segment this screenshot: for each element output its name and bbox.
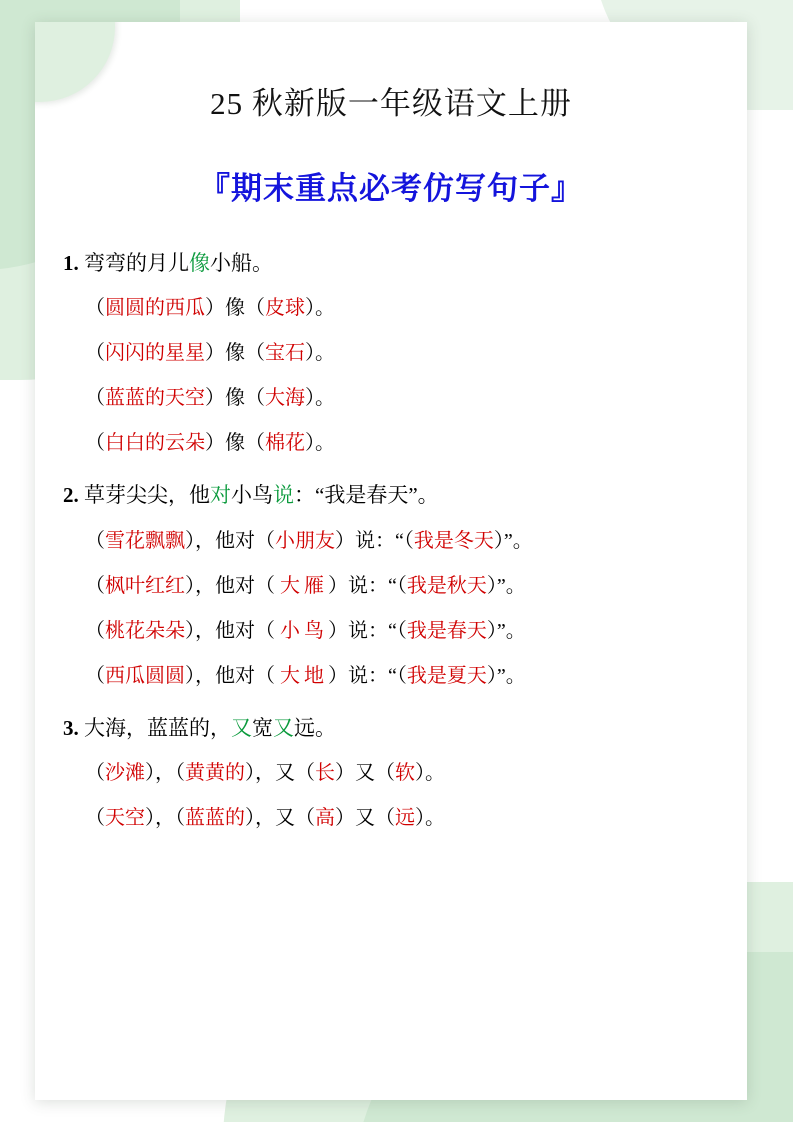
answer-2-3: （桃花朵朵），他对（ 小鸟）说：“（我是春天）”。 (85, 619, 526, 642)
page-title: 25 秋新版一年级语文上册 (210, 86, 572, 121)
answer-1-2-p1: （ (85, 342, 105, 365)
question-2-mid: 小鸟 (231, 483, 273, 508)
answer-1-1-p3: ）。 (305, 297, 335, 320)
answer-2-1-who: 小朋友 (275, 529, 335, 552)
answer-3-1: （沙滩），（黄黄的），又（长）又（软）。 (85, 762, 445, 785)
answer-1-2-a1: 闪闪的星星 (105, 342, 205, 365)
answer-2-1-what: 我是冬天 (413, 529, 494, 552)
answer-1-1-a1: 圆圆的西瓜 (105, 297, 205, 320)
answer-1-4-a2: 棉花 (265, 432, 305, 455)
document-content (35, 22, 747, 1100)
answer-2-3-who: 小鸟 (280, 619, 328, 642)
question-2-keyword-2: 说 (273, 483, 294, 508)
question-1-post: 小船。 (210, 251, 273, 275)
answer-2-4: （西瓜圆圆），他对（ 大地）说：“（我是夏天）”。 (85, 664, 526, 687)
question-2 (63, 480, 723, 510)
question-1-number: 1. (63, 251, 79, 275)
answer-2-3-what: 我是春天 (406, 619, 487, 642)
answer-2-2-a1: 枫叶红红 (105, 574, 185, 597)
question-3-number: 3. (63, 715, 79, 740)
answer-2-3-a1: 桃花朵朵 (105, 619, 185, 642)
answer-1-3-p1: （ (85, 387, 105, 410)
answer-1-3-p3: ）。 (305, 387, 335, 410)
answer-2-1: （雪花飘飘），他对（小朋友）说：“（我是冬天）”。 (85, 529, 533, 552)
answer-1-4-a1: 白白的云朵 (105, 432, 205, 455)
question-1-pre: 弯弯的月儿 (78, 251, 189, 275)
answer-1-2-p3: ）。 (305, 342, 335, 365)
answer-1-1-p2: ）像（ (205, 297, 265, 320)
question-2-post: ：“我是春天”。 (294, 483, 439, 508)
answer-3-2-s2: 蓝蓝的 (185, 807, 245, 830)
answer-2-2-what: 我是秋天 (406, 574, 487, 597)
answer-3-1-s2: 黄黄的 (185, 762, 245, 785)
answer-3-2-s4: 远 (395, 807, 415, 830)
answer-1-4-p2: ）像（ (205, 432, 265, 455)
answer-1-2-p2: ）像（ (205, 342, 265, 365)
answer-3-2-s3: 高 (315, 807, 335, 830)
answer-1-3-a1: 蓝蓝的天空 (105, 387, 205, 410)
exercise-list (35, 248, 747, 833)
answer-1-4 (63, 429, 723, 458)
question-3-mid: 宽 (252, 715, 273, 740)
question-1 (63, 248, 723, 278)
page-subtitle: 『期末重点必考仿写句子』 (199, 171, 583, 206)
answer-2-2: （枫叶红红），他对（ 大雁）说：“（我是秋天）”。 (85, 574, 526, 597)
question-2-number: 2. (63, 483, 79, 508)
question-3-keyword-1: 又 (231, 715, 252, 740)
answer-1-1-a2: 皮球 (265, 297, 305, 320)
question-2-keyword-1: 对 (210, 483, 231, 508)
answer-3-1-s4: 软 (395, 762, 415, 785)
answer-1-2-a2: 宝石 (265, 342, 305, 365)
question-3-pre: 大海，蓝蓝的， (78, 715, 231, 740)
answer-2-4-who: 大地 (280, 664, 328, 687)
answer-3-1-s1: 沙滩 (105, 762, 145, 785)
answer-1-1 (63, 294, 723, 323)
answer-1-4-p3: ）。 (305, 432, 335, 455)
answer-1-3-p2: ）像（ (205, 387, 265, 410)
question-2-pre: 草芽尖尖，他 (78, 483, 210, 508)
answer-1-2 (63, 339, 723, 368)
answer-3-1-s3: 长 (315, 762, 335, 785)
answer-1-4-p1: （ (85, 432, 105, 455)
answer-3-2: （天空），（蓝蓝的），又（高）又（远）。 (85, 807, 445, 830)
question-3-keyword-2: 又 (273, 715, 294, 740)
answer-2-1-a1: 雪花飘飘 (105, 529, 185, 552)
answer-1-3-a2: 大海 (265, 387, 305, 410)
answer-2-2-who: 大雁 (280, 574, 328, 597)
answer-1-1-p1: （ (85, 297, 105, 320)
answer-3-2-s1: 天空 (105, 807, 145, 830)
answer-2-4-a1: 西瓜圆圆 (105, 664, 185, 687)
question-3-post: 远。 (294, 715, 336, 740)
answer-1-3 (63, 384, 723, 413)
question-3 (63, 713, 723, 743)
question-1-keyword: 像 (189, 251, 210, 275)
answer-2-4-what: 我是夏天 (406, 664, 487, 687)
